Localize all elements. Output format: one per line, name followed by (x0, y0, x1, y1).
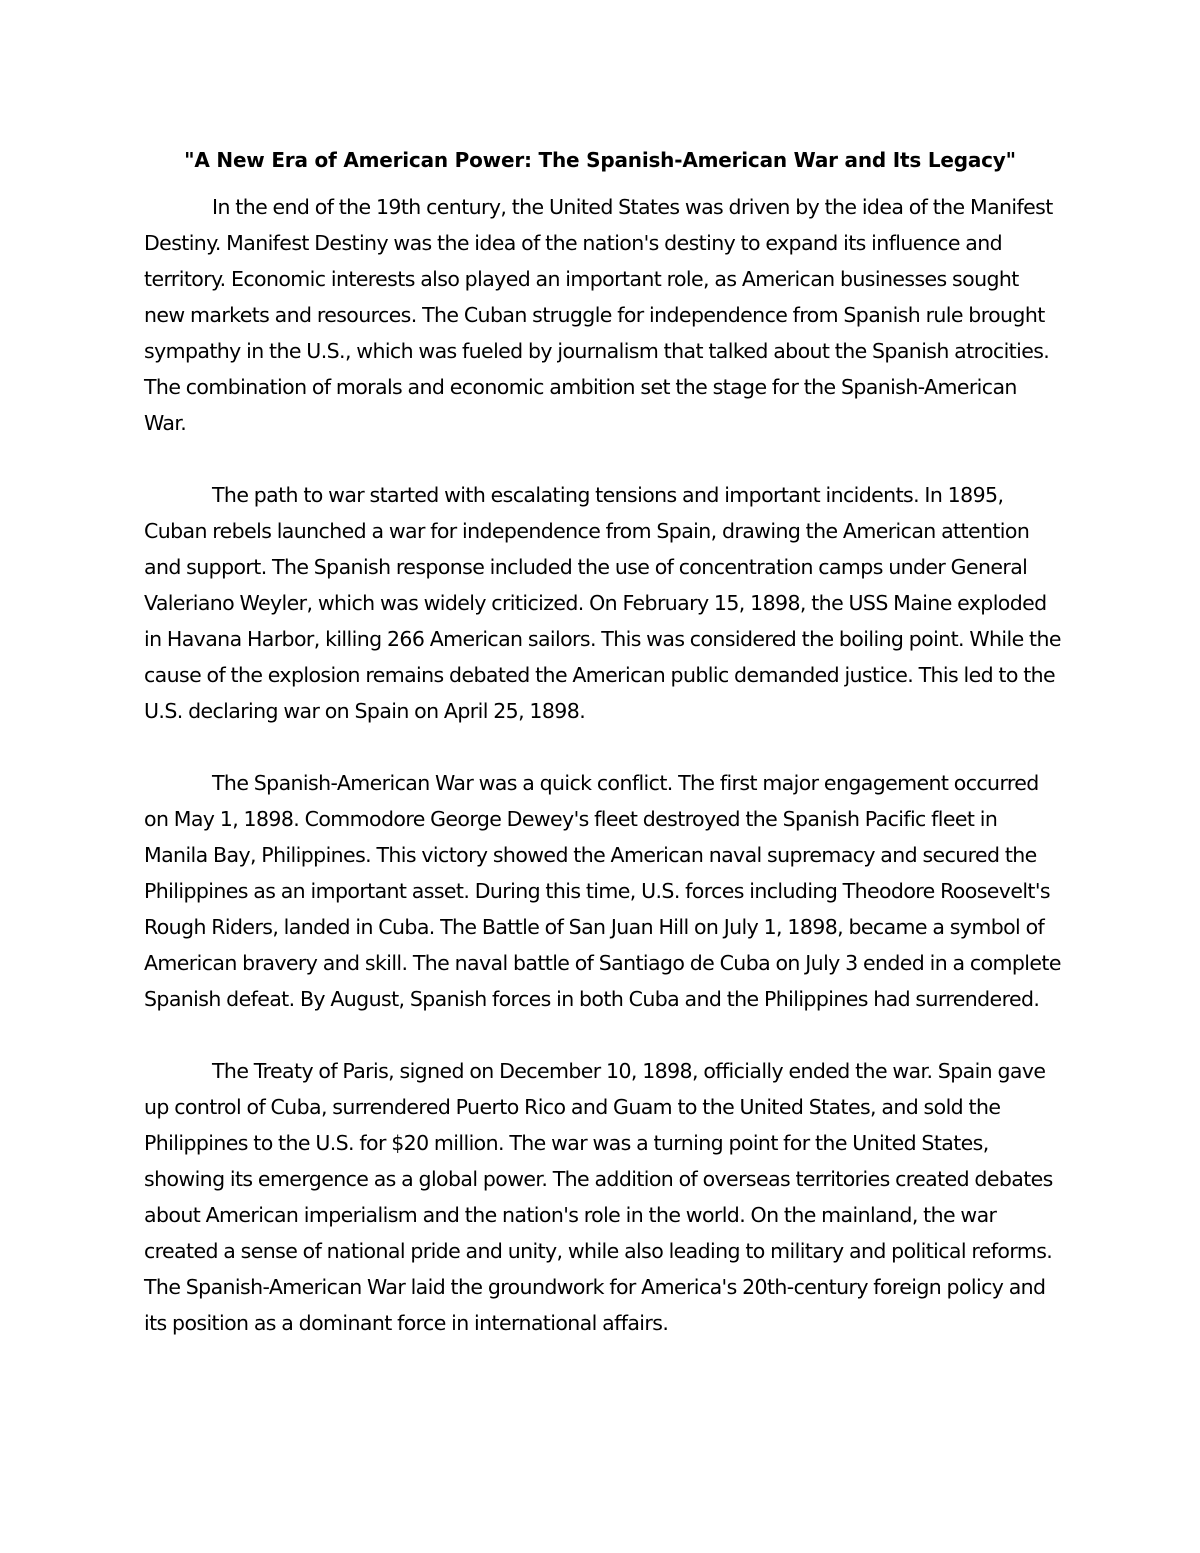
paragraph-2: The path to war started with escalating tensions and important incidents. In 1895, Cuban rebels launched a war for independence from Spain, drawing the American attention and support. The Spanish response included the use of concentration camps under General Valeriano Weyler, which was widely criticized. On February 15, 1898, the USS Maine exploded in Havana Harbor, killing 266 American sailors. This was considered the boiling point. While the cause of the explosion remains debated the American public demanded justice. This led to the U.S. declaring war on Spain on April 25, 1898. (144, 483, 1061, 723)
document-body (144, 189, 1064, 1341)
document-title: "A New Era of American Power: The Spanish-American War and Its Legacy" (184, 148, 1016, 172)
paragraph-3: The Spanish-American War was a quick conflict. The first major engagement occurred on May 1, 1898. Commodore George Dewey's fleet destroyed the Spanish Pacific fleet in Manila Bay, Philippines. This victory showed the American naval supremacy and secured the Philippines as an important asset. During this time, U.S. forces including Theodore Roosevelt's Rough Riders, landed in Cuba. The Battle of San Juan Hill on July 1, 1898, became a symbol of American bravery and skill. The naval battle of Santiago de Cuba on July 3 ended in a complete Spanish defeat. By August, Spanish forces in both Cuba and the Philippines had surrendered. (144, 771, 1061, 1011)
paragraph-4: The Treaty of Paris, signed on December 10, 1898, officially ended the war. Spain gave up control of Cuba, surrendered Puerto Rico and Guam to the United States, and sold the Philippines to the U.S. for $20 million. The war was a turning point for the United States, showing its emergence as a global power. The addition of overseas territories created debates about American imperialism and the nation's role in the world. On the mainland, the war created a sense of national pride and unity, while also leading to military and political reforms. The Spanish-American War laid the groundwork for America's 20th-century foreign policy and its position as a dominant force in international affairs. (144, 1059, 1053, 1335)
paragraph-1: In the end of the 19th century, the United States was driven by the idea of the Manifest Destiny. Manifest Destiny was the idea of the nation's destiny to expand its influence and territory. Economic interests also played an important role, as American businesses sought new markets and resources. The Cuban struggle for independence from Spanish rule brought sympathy in the U.S., which was fueled by journalism that talked about the Spanish atrocities. The combination of morals and economic ambition set the stage for the Spanish-American War. (144, 195, 1053, 435)
